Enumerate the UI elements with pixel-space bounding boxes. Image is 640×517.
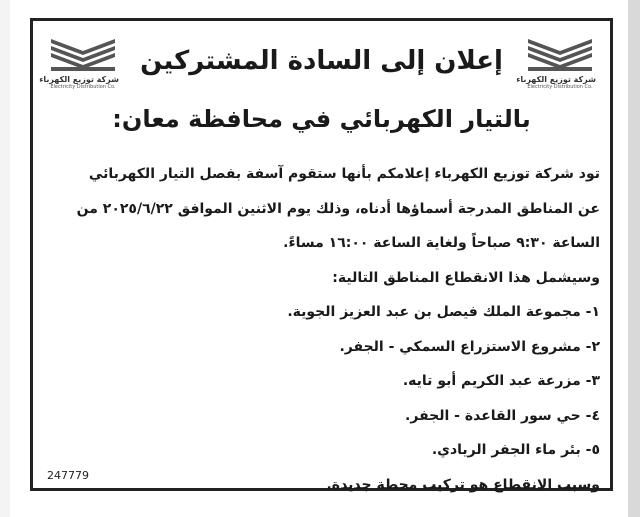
page-right-edge (628, 0, 640, 517)
announcement-box (30, 18, 613, 491)
body-line-intro-2: عن المناطق المدرجة أسماؤها أدناه، وذلك يوم الاثنين الموافق ٢٠٢٥/٦/٢٢ من (76, 200, 600, 217)
body-line-intro-3: الساعة ٩:٣٠ صباحاً ولغاية الساعة ١٦:٠٠ مساءً. (283, 235, 600, 251)
logo-english-name: Electricity Distribution Co. (50, 84, 116, 90)
area-item-2: ٢- مشروع الاستزراع السمكي - الجفر. (339, 338, 600, 355)
reference-number: 247779 (47, 469, 89, 482)
announcement-body (43, 157, 600, 502)
company-logo-right (516, 37, 596, 97)
page-left-edge (0, 0, 10, 517)
body-line-areas-heading: وسيشمل هذا الانقطاع المناطق التالية: (332, 269, 600, 286)
announcement-subtitle: بالتيار الكهربائي في محافظة معان: (112, 105, 531, 133)
area-item-3: ٣- مزرعة عبد الكريم أبو تايه. (402, 373, 600, 389)
announcement-title: إعلان إلى السادة المشتركين (140, 46, 503, 76)
area-item-1: ١- مجموعة الملك فيصل بن عبد العزيز الجوية. (287, 304, 600, 320)
edco-logo-icon (47, 37, 119, 73)
logo-arabic-name: شركة توزيع الكهرباء (39, 75, 119, 84)
body-line-reason: وسبب الانقطاع هو تركيب محطة جديدة. (326, 476, 600, 493)
company-logo-left (39, 37, 119, 97)
area-item-4: ٤- حي سور القاعدة - الجفر. (405, 407, 600, 424)
logo-arabic-name: شركة توزيع الكهرباء (516, 75, 596, 84)
edco-logo-icon (524, 37, 596, 73)
area-item-5: ٥- بئر ماء الجفر الريادي. (431, 442, 600, 458)
body-line-intro-1: تود شركة توزيع الكهرباء إعلامكم بأنها ستقوم آسفة بفصل التيار الكهربائي (88, 166, 600, 182)
logo-english-name: Electricity Distribution Co. (527, 84, 593, 90)
